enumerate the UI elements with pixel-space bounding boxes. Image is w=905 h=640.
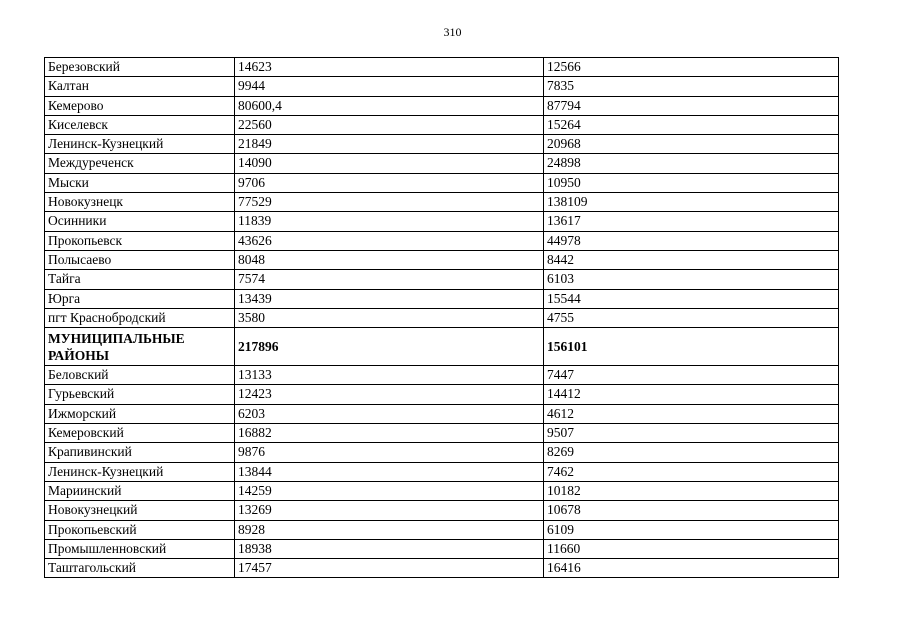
table-row [45, 212, 839, 231]
row-name-cell: Калтан [45, 77, 235, 96]
value-1-cell: 18938 [235, 539, 544, 558]
value-1-cell: 22560 [235, 115, 544, 134]
value-2-cell: 8442 [544, 250, 839, 269]
row-name-cell: Осинники [45, 212, 235, 231]
table-row [45, 154, 839, 173]
value-2-cell: 10678 [544, 501, 839, 520]
value-2-cell: 20968 [544, 135, 839, 154]
row-name-cell: Тайга [45, 270, 235, 289]
value-1-cell: 6203 [235, 404, 544, 423]
table-row [45, 115, 839, 134]
value-2-cell: 16416 [544, 559, 839, 578]
table-row [45, 424, 839, 443]
value-1-cell: 13269 [235, 501, 544, 520]
value-1-cell: 14259 [235, 481, 544, 500]
value-2-cell: 11660 [544, 539, 839, 558]
row-name-cell: Новокузнецк [45, 193, 235, 212]
value-1-cell: 13439 [235, 289, 544, 308]
table-row [45, 231, 839, 250]
table-row [45, 404, 839, 423]
row-name-cell: Новокузнецкий [45, 501, 235, 520]
table-row [45, 193, 839, 212]
value-2-cell: 12566 [544, 58, 839, 77]
value-1-cell: 13844 [235, 462, 544, 481]
table-row [45, 443, 839, 462]
value-2-cell: 6109 [544, 520, 839, 539]
value-2-cell: 15264 [544, 115, 839, 134]
row-name-cell: пгт Краснобродский [45, 308, 235, 327]
value-2-cell: 4755 [544, 308, 839, 327]
row-name-cell: Таштагольский [45, 559, 235, 578]
row-name-cell: Мыски [45, 173, 235, 192]
row-name-cell: Прокопьевский [45, 520, 235, 539]
row-name-cell: Киселевск [45, 115, 235, 134]
value-2-cell: 24898 [544, 154, 839, 173]
value-2-cell: 14412 [544, 385, 839, 404]
value-1-cell: 9876 [235, 443, 544, 462]
table-row [45, 96, 839, 115]
row-name-cell: Прокопьевск [45, 231, 235, 250]
table-row [45, 481, 839, 500]
row-name-cell: МУНИЦИПАЛЬНЫЕ РАЙОНЫ [45, 328, 235, 366]
table-row [45, 58, 839, 77]
value-2-cell: 7835 [544, 77, 839, 96]
table-row [45, 270, 839, 289]
table-row [45, 77, 839, 96]
row-name-cell: Междуреченск [45, 154, 235, 173]
value-1-cell: 7574 [235, 270, 544, 289]
table-row [45, 289, 839, 308]
row-name-cell: Кемеровский [45, 424, 235, 443]
value-2-cell: 10950 [544, 173, 839, 192]
row-name-cell: Ленинск-Кузнецкий [45, 462, 235, 481]
table-row [45, 520, 839, 539]
table-body [45, 58, 839, 578]
value-1-cell: 16882 [235, 424, 544, 443]
value-2-cell: 8269 [544, 443, 839, 462]
value-1-cell: 21849 [235, 135, 544, 154]
table-row [45, 308, 839, 327]
value-1-cell: 8928 [235, 520, 544, 539]
table-row [45, 250, 839, 269]
value-2-cell: 15544 [544, 289, 839, 308]
table-row [45, 559, 839, 578]
row-name-cell: Юрга [45, 289, 235, 308]
value-1-cell: 80600,4 [235, 96, 544, 115]
row-name-cell: Мариинский [45, 481, 235, 500]
value-2-cell: 4612 [544, 404, 839, 423]
row-name-cell: Кемерово [45, 96, 235, 115]
row-name-cell: Березовский [45, 58, 235, 77]
data-table [44, 57, 839, 578]
table-row [45, 501, 839, 520]
row-name-cell: Полысаево [45, 250, 235, 269]
value-1-cell: 43626 [235, 231, 544, 250]
value-1-cell: 217896 [235, 328, 544, 366]
table-row [45, 539, 839, 558]
row-name-cell: Гурьевский [45, 385, 235, 404]
value-1-cell: 17457 [235, 559, 544, 578]
value-2-cell: 138109 [544, 193, 839, 212]
value-1-cell: 9706 [235, 173, 544, 192]
table-row [45, 135, 839, 154]
row-name-cell: Ижморский [45, 404, 235, 423]
table-row [45, 366, 839, 385]
value-1-cell: 12423 [235, 385, 544, 404]
value-2-cell: 7462 [544, 462, 839, 481]
value-1-cell: 11839 [235, 212, 544, 231]
row-name-cell: Промышленновский [45, 539, 235, 558]
value-2-cell: 13617 [544, 212, 839, 231]
value-2-cell: 6103 [544, 270, 839, 289]
row-name-cell: Крапивинский [45, 443, 235, 462]
value-1-cell: 8048 [235, 250, 544, 269]
row-name-cell: Беловский [45, 366, 235, 385]
value-1-cell: 77529 [235, 193, 544, 212]
value-1-cell: 14090 [235, 154, 544, 173]
table-row [45, 462, 839, 481]
value-1-cell: 14623 [235, 58, 544, 77]
value-2-cell: 156101 [544, 328, 839, 366]
table-row [45, 173, 839, 192]
value-1-cell: 9944 [235, 77, 544, 96]
row-name-cell: Ленинск-Кузнецкий [45, 135, 235, 154]
value-2-cell: 10182 [544, 481, 839, 500]
value-2-cell: 87794 [544, 96, 839, 115]
value-2-cell: 44978 [544, 231, 839, 250]
section-row [45, 328, 839, 366]
value-2-cell: 7447 [544, 366, 839, 385]
value-2-cell: 9507 [544, 424, 839, 443]
page-number: 310 [443, 25, 462, 39]
value-1-cell: 3580 [235, 308, 544, 327]
table-row [45, 385, 839, 404]
value-1-cell: 13133 [235, 366, 544, 385]
